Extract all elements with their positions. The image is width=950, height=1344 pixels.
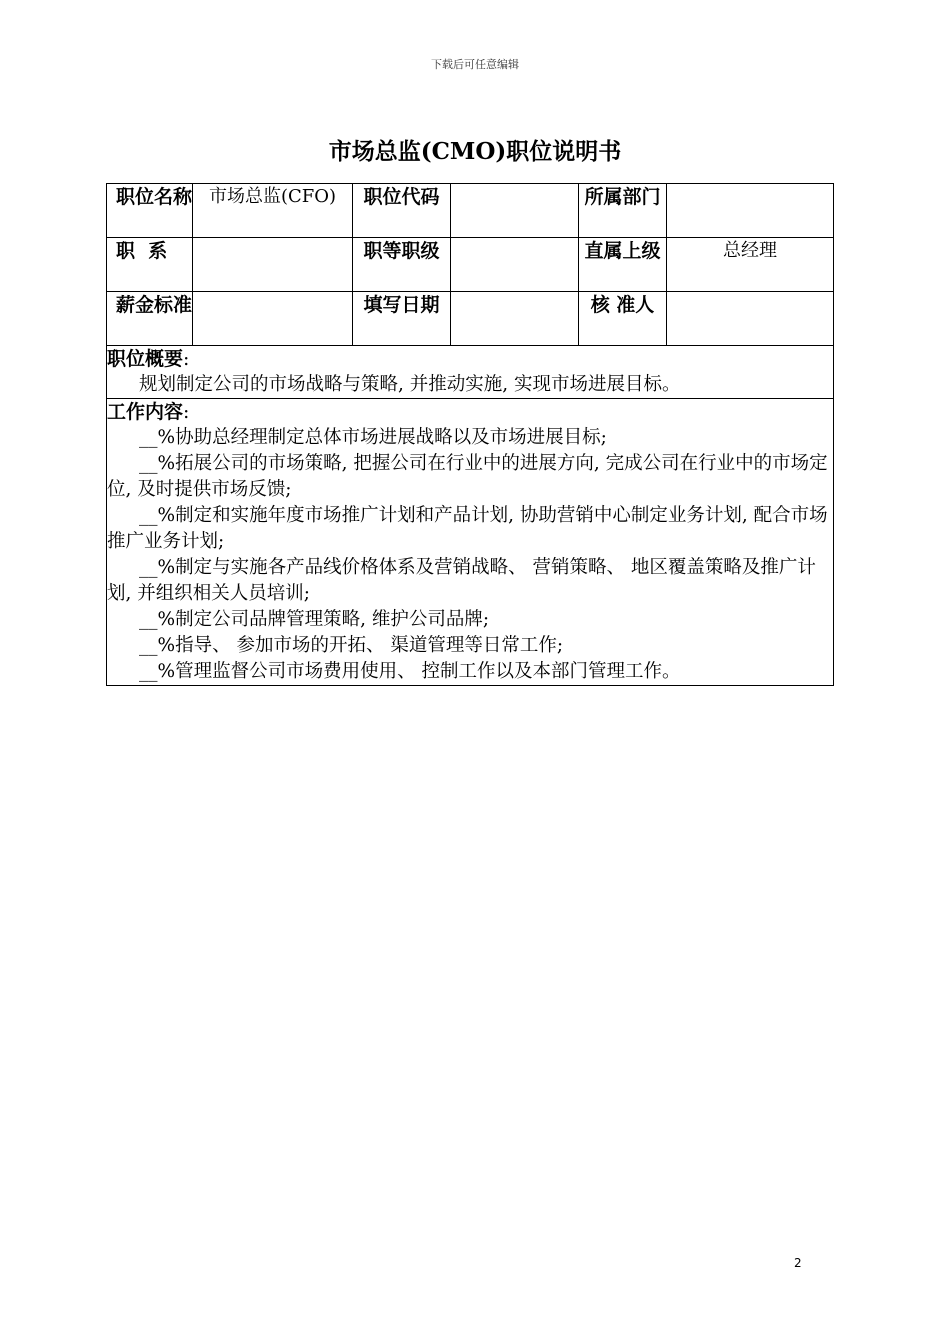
value-job-family [193,238,353,292]
page-number: 2 [794,1256,802,1270]
table-row [107,184,834,238]
duty-item: __%协助总经理制定总体市场进展战略以及市场进展目标; [139,427,607,448]
label-grade: 职等职级 [353,238,451,292]
overview-section [107,346,834,399]
value-department [667,184,834,238]
value-position-name: 市场总监(CFO) [193,184,353,238]
duty-item: __%制定公司品牌管理策略, 维护公司品牌; [139,609,490,630]
label-approver: 核 准人 [579,292,667,346]
label-job-family: 职 系 [107,238,193,292]
label-fill-date: 填写日期 [353,292,451,346]
overview-heading: 职位概要: [107,348,190,370]
value-direct-superior: 总经理 [667,238,834,292]
label-direct-superior: 直属上级 [579,238,667,292]
value-approver [667,292,834,346]
duty-item: __%制定与实施各产品线价格体系及营销战略、 营销策略、 地区覆盖策略及推广计划, 并组织相关人员培训; [107,557,816,604]
label-position-name: 职位名称 [107,184,193,238]
value-salary-standard [193,292,353,346]
duties-section [107,399,834,686]
overview-text: 规划制定公司的市场战略与策略, 并推动实施, 实现市场进展目标。 [139,374,681,395]
duty-item: __%制定和实施年度市场推广计划和产品计划, 协助营销中心制定业务计划, 配合市场推广业务计划; [107,505,828,552]
value-grade [451,238,579,292]
table-row [107,399,834,686]
duties-heading: 工作内容: [107,401,190,423]
label-salary-standard: 薪金标准 [107,292,193,346]
table-row [107,238,834,292]
value-fill-date [451,292,579,346]
label-position-code: 职位代码 [353,184,451,238]
duty-item: __%拓展公司的市场策略, 把握公司在行业中的进展方向, 完成公司在行业中的市场定位, 及时提供市场反馈; [107,453,828,500]
document-title: 市场总监(CMO)职位说明书 [328,138,622,165]
table-row [107,346,834,399]
label-department: 所属部门 [579,184,667,238]
value-position-code [451,184,579,238]
duty-item: __%管理监督公司市场费用使用、 控制工作以及本部门管理工作。 [139,661,681,682]
header-note: 下载后可任意编辑 [431,58,519,71]
duty-item: __%指导、 参加市场的开拓、 渠道管理等日常工作; [139,635,564,656]
table-row [107,292,834,346]
job-description-table [106,183,834,686]
